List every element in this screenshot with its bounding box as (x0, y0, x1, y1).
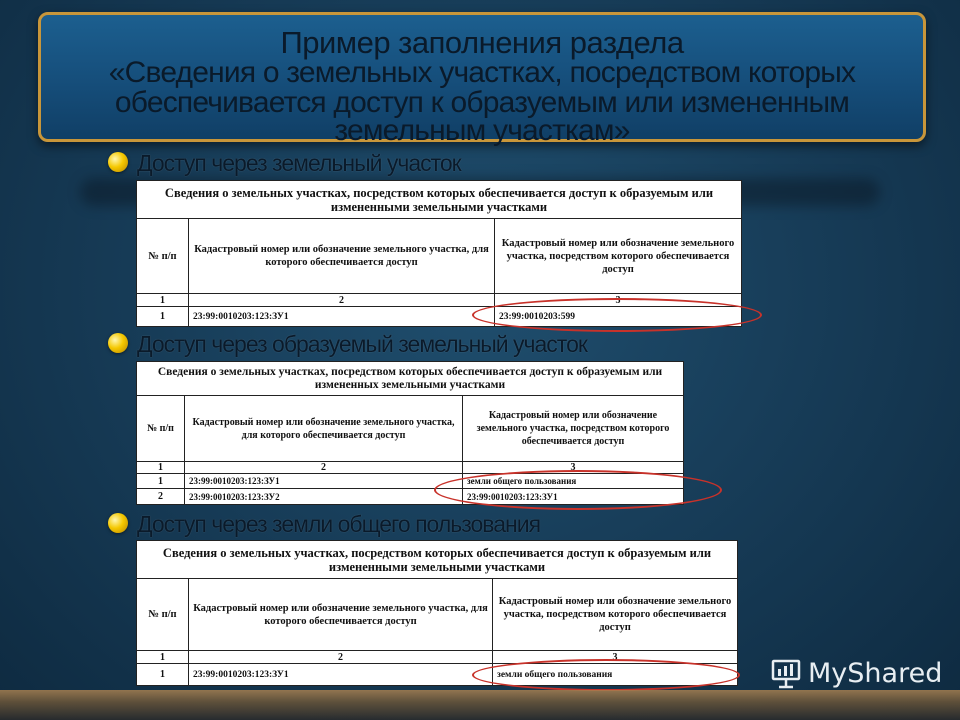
slide-title: Пример заполнения раздела (280, 25, 684, 60)
watermark-logo[interactable] (770, 658, 942, 689)
table-header: Сведения о земельных участках, посредством которых обеспечивается доступ к образуемым или измененными земельными участками (137, 181, 742, 219)
section-heading-2: Доступ через образуемый земельный участок (137, 331, 587, 357)
bullet-icon (108, 152, 128, 172)
index-cell: 2 (189, 294, 495, 307)
column-header-target-parcel: Кадастровый номер или обозначение земельного участка, для которого обеспечивается доступ (189, 219, 495, 294)
access-parcel-cell: 23:99:0010203:599 (495, 307, 742, 327)
access-parcel-cell: земли общего пользования (493, 664, 738, 686)
index-cell: 1 (137, 294, 189, 307)
section-heading-3: Доступ через земли общего пользования (137, 511, 541, 537)
highlight-ellipse (472, 298, 762, 332)
table-header: Сведения о земельных участках, посредством которых обеспечивается доступ к образуемым или измененными земельными участками (137, 541, 738, 579)
bullet-icon (108, 513, 128, 533)
table-header: Сведения о земельных участках, посредством которых обеспечивается доступ к образуемым или измененных земельными участками (137, 362, 684, 396)
index-cell: 3 (493, 651, 738, 664)
slide-subtitle-line-3: земельным участкам» (334, 114, 630, 147)
bullet-icon (108, 333, 128, 353)
slide-subtitle-line-1: «Сведения о земельных участках, посредством которых (108, 56, 856, 89)
access-parcel-cell: земли общего пользования (463, 474, 684, 489)
column-header-target-parcel: Кадастровый номер или обозначение земельного участка, для которого обеспечивается доступ (189, 579, 493, 651)
column-header-number: № п/п (137, 579, 189, 651)
slide-subtitle-line-2: обеспечивается доступ к образуемым или измененным (114, 86, 850, 119)
bottom-decorative-strip (0, 690, 960, 720)
row-number: 2 (137, 489, 185, 505)
highlight-ellipse (472, 659, 740, 691)
row-number: 1 (137, 664, 189, 686)
access-parcel-cell: 23:99:0010203:123:ЗУ1 (463, 489, 684, 505)
title-box (38, 12, 926, 147)
column-header-access-parcel: Кадастровый номер или обозначение земельного участка, посредством которого обеспечивается доступ (493, 579, 738, 651)
column-header-target-parcel: Кадастровый номер или обозначение земельного участка, для которого обеспечивается доступ (185, 396, 463, 462)
column-header-access-parcel: Кадастровый номер или обозначение земельного участка, посредством которого обеспечивается доступ (463, 396, 684, 462)
index-cell: 1 (137, 651, 189, 664)
index-cell: 2 (189, 651, 493, 664)
row-number: 1 (137, 307, 189, 327)
target-parcel-cell: 23:99:0010203:123:ЗУ1 (185, 474, 463, 489)
watermark-text: MyShared (808, 658, 943, 689)
index-cell: 3 (463, 462, 684, 474)
target-parcel-cell: 23:99:0010203:123:ЗУ2 (185, 489, 463, 505)
index-cell: 2 (185, 462, 463, 474)
target-parcel-cell: 23:99:0010203:123:ЗУ1 (189, 664, 493, 686)
target-parcel-cell: 23:99:0010203:123:ЗУ1 (189, 307, 495, 327)
column-header-access-parcel: Кадастровый номер или обозначение земельного участка, посредством которого обеспечивается доступ (495, 219, 742, 294)
row-number: 1 (137, 474, 185, 489)
presentation-board-icon (770, 659, 802, 689)
index-cell: 3 (495, 294, 742, 307)
index-cell: 1 (137, 462, 185, 474)
highlight-ellipse (434, 470, 722, 510)
column-header-number: № п/п (137, 219, 189, 294)
column-header-number: № п/п (137, 396, 185, 462)
section-heading-1: Доступ через земельный участок (137, 150, 461, 176)
